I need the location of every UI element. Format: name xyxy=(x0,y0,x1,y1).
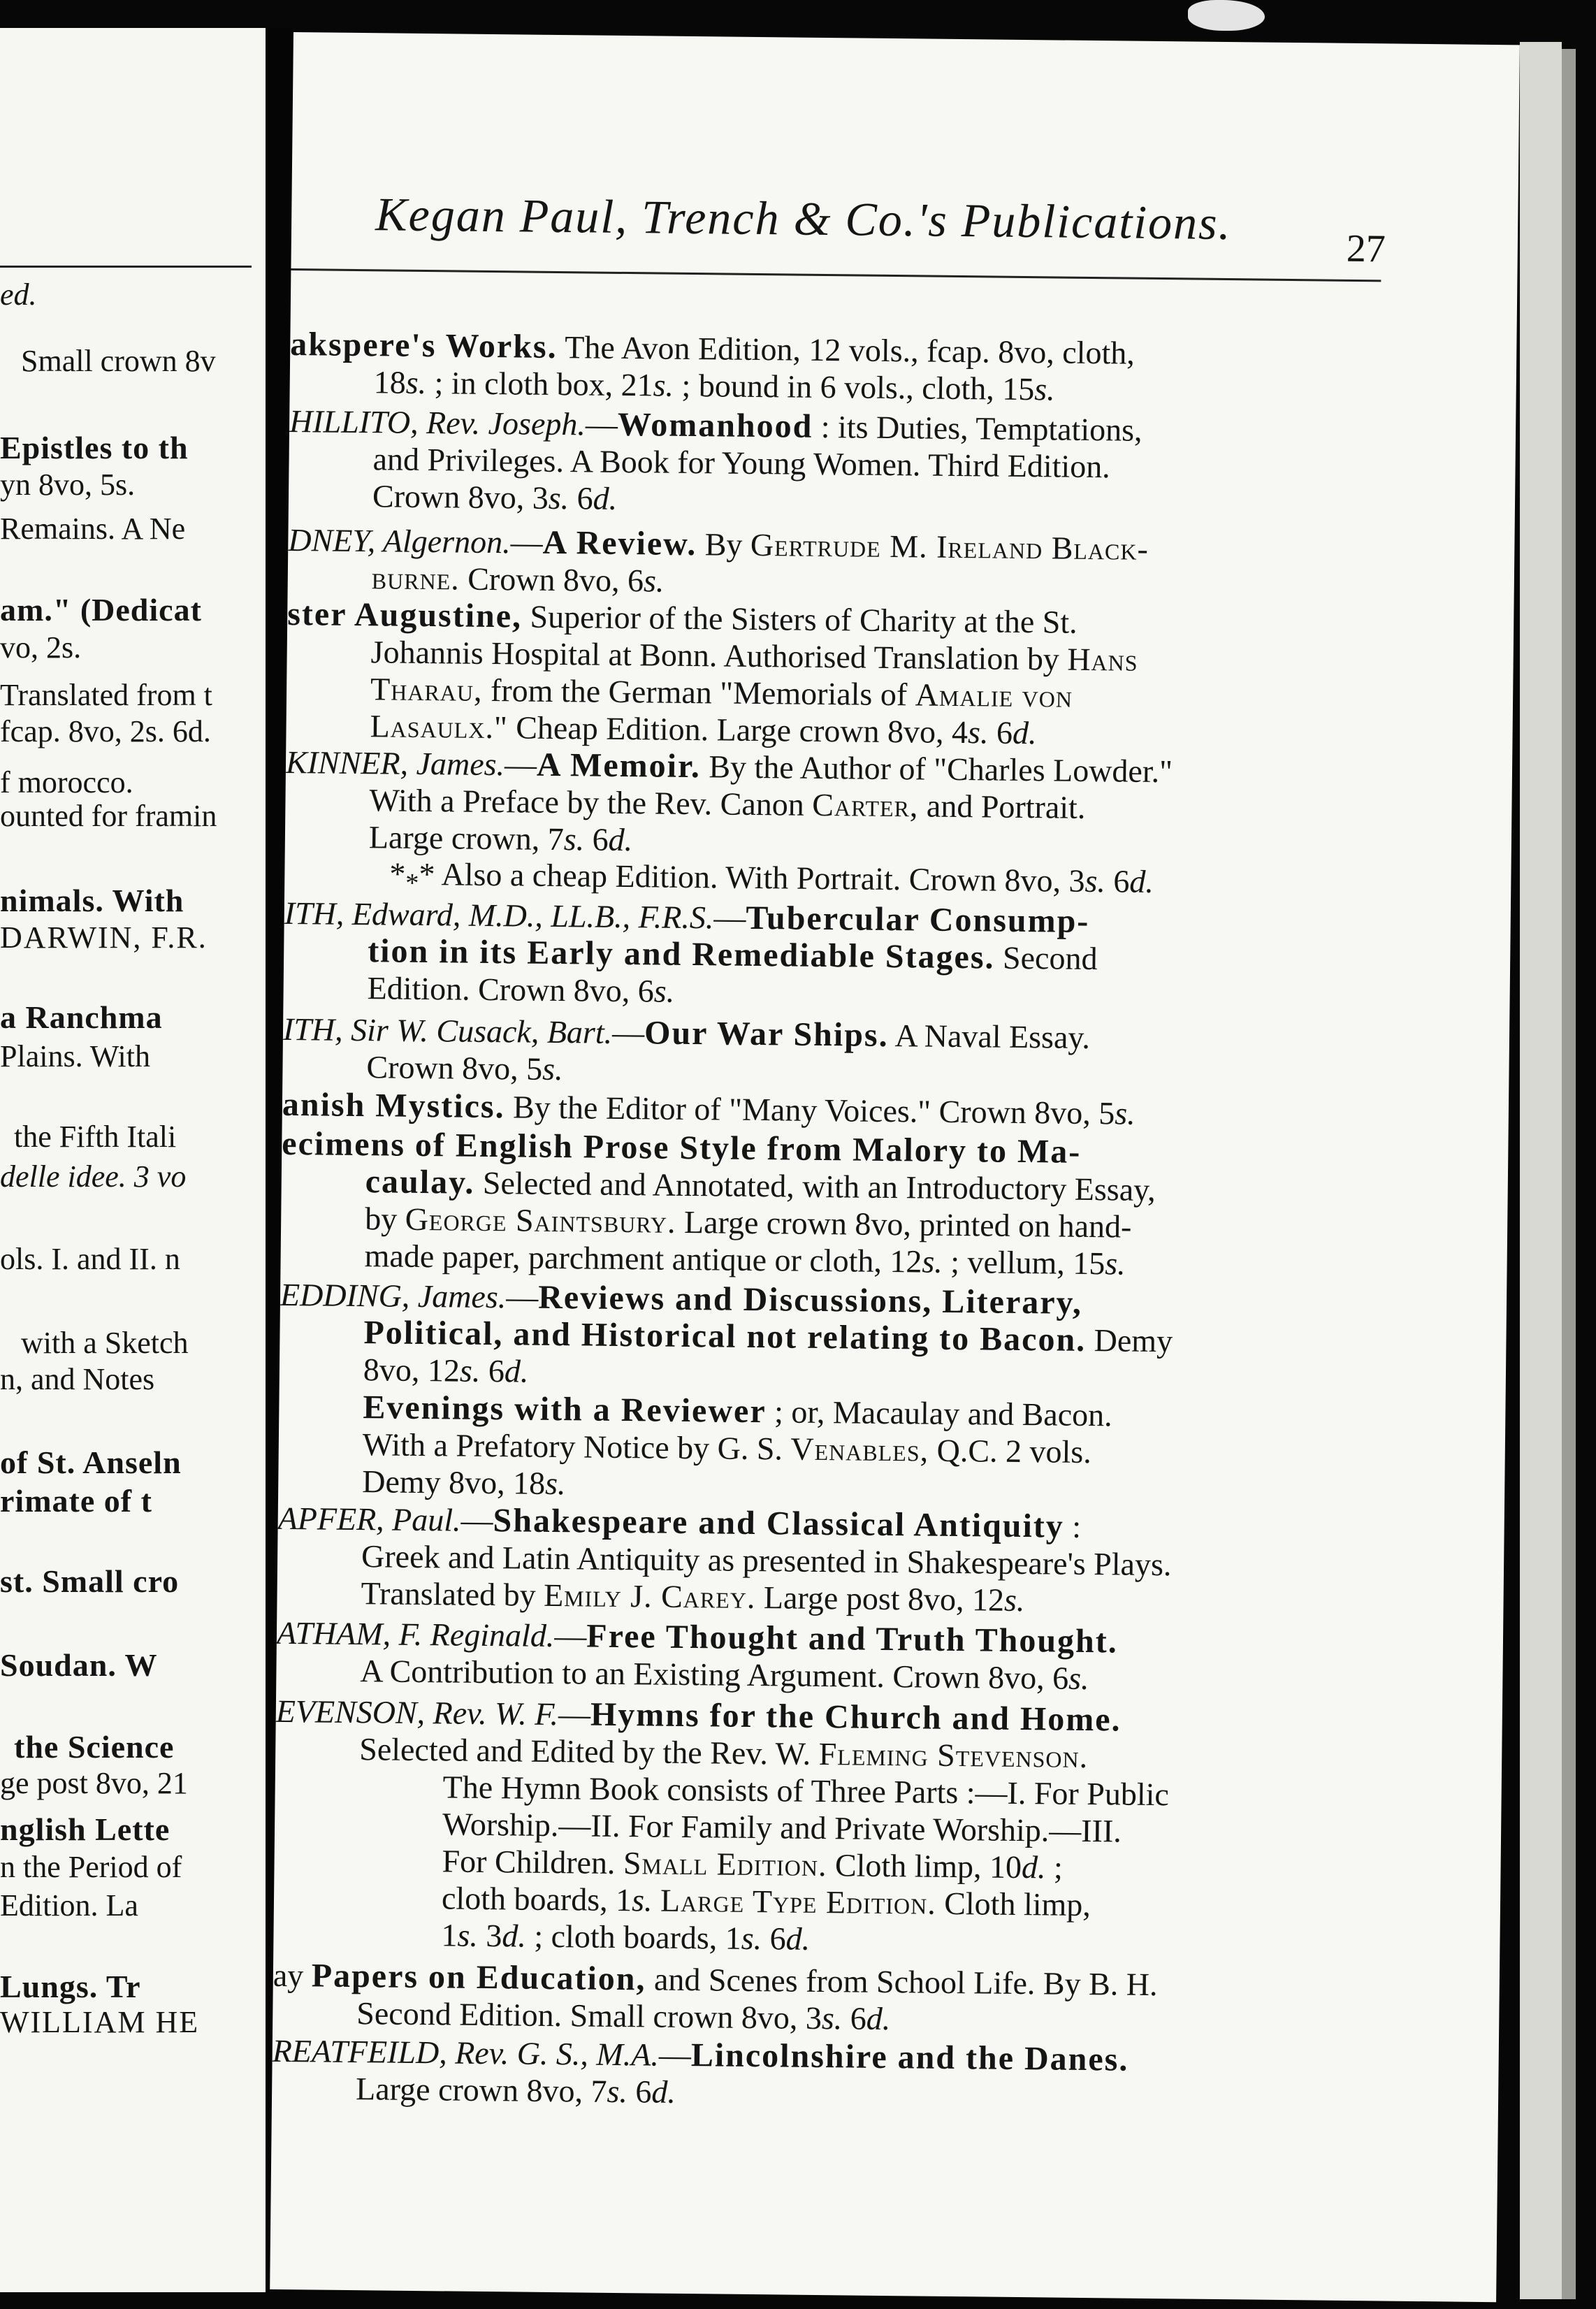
entry-line: ITH, Sir W. Cusack, Bart.—Our War Ships. A Naval Essay. xyxy=(282,1011,1091,1056)
left-page-line: nglish Lette xyxy=(0,1811,171,1847)
entry-line: DNEY, Algernon.—A Review. By Gertrude M. Ireland Black- xyxy=(288,521,1149,567)
left-page-line: Epistles to th xyxy=(0,430,189,465)
catalogue-entry xyxy=(283,895,1374,1017)
entry-line: ITH, Edward, M.D., LL.B., F.R.S.—Tubercular Consump- xyxy=(284,895,1090,940)
left-page-line: WILLIAM HE xyxy=(0,2005,200,2039)
entry-line: Evenings with a Reviewer ; or, Macaulay and Bacon. xyxy=(363,1389,1112,1433)
entry-line: REATFEILD, Rev. G. S., M.A.—Lincolnshire and the Danes. xyxy=(272,2032,1129,2078)
entry-line: burne. Crown 8vo, 6s. xyxy=(371,560,665,599)
left-page-line: n, and Notes xyxy=(0,1362,155,1396)
left-page-line: ols. I. and II. n xyxy=(0,1242,180,1276)
catalogue-entry xyxy=(282,1011,1373,1096)
left-page-line: delle idee. 3 vo xyxy=(0,1159,187,1194)
entry-line: made paper, parchment antique or cloth, 12s. ; vellum, 15s. xyxy=(364,1238,1126,1282)
page-number: 27 xyxy=(1346,226,1386,271)
entry-line: Lasaulx." Cheap Edition. Large crown 8vo, 4s. 6d. xyxy=(370,708,1037,751)
entry-line: 18s. ; in cloth box, 21s. ; bound in 6 vols., cloth, 15s. xyxy=(373,364,1055,407)
left-page-line: the Science xyxy=(14,1729,175,1765)
catalogue-entry xyxy=(288,521,1379,607)
left-page-line: Translated from t xyxy=(0,678,212,712)
left-header-rule xyxy=(0,266,252,268)
catalogue-entry xyxy=(289,326,1380,411)
entry-line: Selected and Edited by the Rev. W. Fleming Stevenson. xyxy=(359,1731,1089,1775)
left-page-line: Lungs. Tr xyxy=(0,1969,141,2004)
entry-line: ster Augustine, Superior of the Sisters of Charity at the St. xyxy=(287,595,1078,640)
left-page-line: Soudan. W xyxy=(0,1647,158,1683)
entry-line: 8vo, 12s. 6d. xyxy=(363,1352,529,1389)
left-page-line: f morocco. xyxy=(0,765,133,799)
entry-line: Political, and Historical not relating to Bacon. Demy xyxy=(363,1314,1173,1359)
left-page-line: st. Small cro xyxy=(0,1563,180,1599)
entry-line: Second Edition. Small crown 8vo, 3s. 6d. xyxy=(356,1995,891,2037)
entry-line: With a Preface by the Rev. Canon Carter, and Portrait. xyxy=(369,782,1086,825)
entry-line: 1s. 3d. ; cloth boards, 1s. 6d. xyxy=(441,1917,811,1957)
catalogue-entry xyxy=(280,1276,1371,1398)
left-page-line: of St. Anseln xyxy=(0,1445,182,1480)
left-page-line: a Ranchma xyxy=(0,999,163,1035)
left-page-line: ge post 8vo, 21 xyxy=(0,1766,188,1800)
entry-line: A Contribution to an Existing Argument. Crown 8vo, 6s. xyxy=(360,1653,1089,1697)
catalogue-entry xyxy=(278,1388,1370,1510)
entry-line: caulay. Selected and Annotated, with an Introductory Essay, xyxy=(365,1163,1156,1208)
catalogue-entry xyxy=(280,1125,1372,1284)
entry-line: Large crown, 7s. 6d. xyxy=(368,819,633,858)
running-head: Kegan Paul, Trench & Co.'s Publications. xyxy=(375,187,1232,250)
page-edge xyxy=(1520,42,1562,2299)
entry-line: $*_**$ Also a cheap Edition. With Portrait. Crown 8vo, 3s. 6d. xyxy=(389,855,1154,899)
left-page xyxy=(0,28,266,2292)
catalogue-entry xyxy=(289,403,1380,525)
entry-line: Crown 8vo, 5s. xyxy=(366,1049,563,1087)
entry-line: Demy 8vo, 18s. xyxy=(362,1463,566,1502)
entry-line: The Hymn Book consists of Three Parts :—I. For Public xyxy=(442,1769,1170,1813)
left-page-line: the Fifth Itali xyxy=(14,1120,177,1154)
entry-line: APFER, Paul.—Shakespeare and Classical Antiquity : xyxy=(277,1500,1082,1545)
left-page-line: vo, 2s. xyxy=(0,630,82,665)
left-page-line: with a Sketch xyxy=(21,1326,189,1360)
catalogue-entry xyxy=(273,1693,1366,1963)
entry-line: With a Prefatory Notice by G. S. Venables, Q.C. 2 vols. xyxy=(362,1426,1092,1470)
right-page xyxy=(270,32,1520,2302)
entry-line: Johannis Hospital at Bonn. Authorised Translation by Hans xyxy=(370,634,1138,678)
page-edge-shadow xyxy=(1562,49,1576,2299)
left-page-line: Plains. With xyxy=(0,1039,150,1073)
left-page-line: n the Period of xyxy=(0,1850,182,1884)
entry-line: EDDING, James.—Reviews and Discussions, Literary, xyxy=(280,1276,1083,1322)
left-page-line: am." (Dedicat xyxy=(0,592,202,628)
entry-line: HILLITO, Rev. Joseph.—Womanhood : its Duties, Temptations, xyxy=(289,403,1142,448)
catalogue-entry xyxy=(272,2032,1363,2118)
catalogue-entry xyxy=(277,1500,1368,1622)
entry-line: Large crown 8vo, 7s. 6d. xyxy=(355,2071,676,2110)
entry-line: cloth boards, 1s. Large Type Edition. Cloth limp, xyxy=(441,1880,1091,1923)
left-page-line: Remains. A Ne xyxy=(0,512,186,546)
catalogue-entry xyxy=(286,595,1377,755)
entry-line: ecimens of English Prose Style from Malory to Ma- xyxy=(282,1124,1082,1171)
paper-speck xyxy=(1188,0,1265,31)
catalogue-entry xyxy=(276,1614,1367,1700)
entry-line: KINNER, James.—A Memoir. By the Author of "Charles Lowder." xyxy=(285,744,1173,790)
entry-line: EVENSON, Rev. W. F.—Hymns for the Church and Home. xyxy=(275,1693,1122,1739)
left-page-line: ounted for framin xyxy=(0,799,217,833)
left-page-line: ed. xyxy=(0,277,37,312)
entry-line: Tharau, from the German "Memorials of Amalie von xyxy=(370,671,1073,714)
entry-line: akspere's Works. The Avon Edition, 12 vols., fcap. 8vo, cloth, xyxy=(290,325,1136,371)
left-page-line: Edition. La xyxy=(0,1888,138,1923)
entry-line: anish Mystics. By the Editor of "Many Voices." Crown 8vo, 5s. xyxy=(282,1085,1136,1131)
entry-line: For Children. Small Edition. Cloth limp, 10d. ; xyxy=(442,1843,1064,1885)
entry-line: Edition. Crown 8vo, 6s. xyxy=(367,970,675,1009)
entry-line: Greek and Latin Antiquity as presented in Shakespeare's Plays. xyxy=(361,1538,1172,1583)
entry-line: by George Saintsbury. Large crown 8vo, printed on hand- xyxy=(364,1201,1132,1245)
entry-line: and Privileges. A Book for Young Women. Third Edition. xyxy=(372,441,1110,485)
left-page-line: yn 8vo, 5s. xyxy=(0,468,136,502)
left-page-line: Small crown 8v xyxy=(21,344,216,378)
entry-line: Translated by Emily J. Carey. Large post 8vo, 12s. xyxy=(361,1575,1025,1619)
entry-line: tion in its Early and Remediable Stages. Second xyxy=(367,932,1098,977)
entry-line: ay Papers on Education, and Scenes from School Life. By B. H. xyxy=(273,1957,1158,2003)
catalogue-entry xyxy=(285,744,1377,866)
entry-line: ATHAM, F. Reginald.—Free Thought and Truth Thought. xyxy=(276,1614,1119,1660)
left-page-line: rimate of t xyxy=(0,1483,152,1519)
left-page-line: DARWIN, F.R. xyxy=(0,920,208,955)
left-page-line: nimals. With xyxy=(0,883,184,918)
header-rule xyxy=(291,268,1381,282)
catalogue-entry xyxy=(273,1957,1363,2042)
entry-line: Worship.—II. For Family and Private Worship.—III. xyxy=(442,1806,1122,1849)
entry-line: Crown 8vo, 3s. 6d. xyxy=(372,478,618,516)
left-page-line: fcap. 8vo, 2s. 6d. xyxy=(0,714,211,748)
